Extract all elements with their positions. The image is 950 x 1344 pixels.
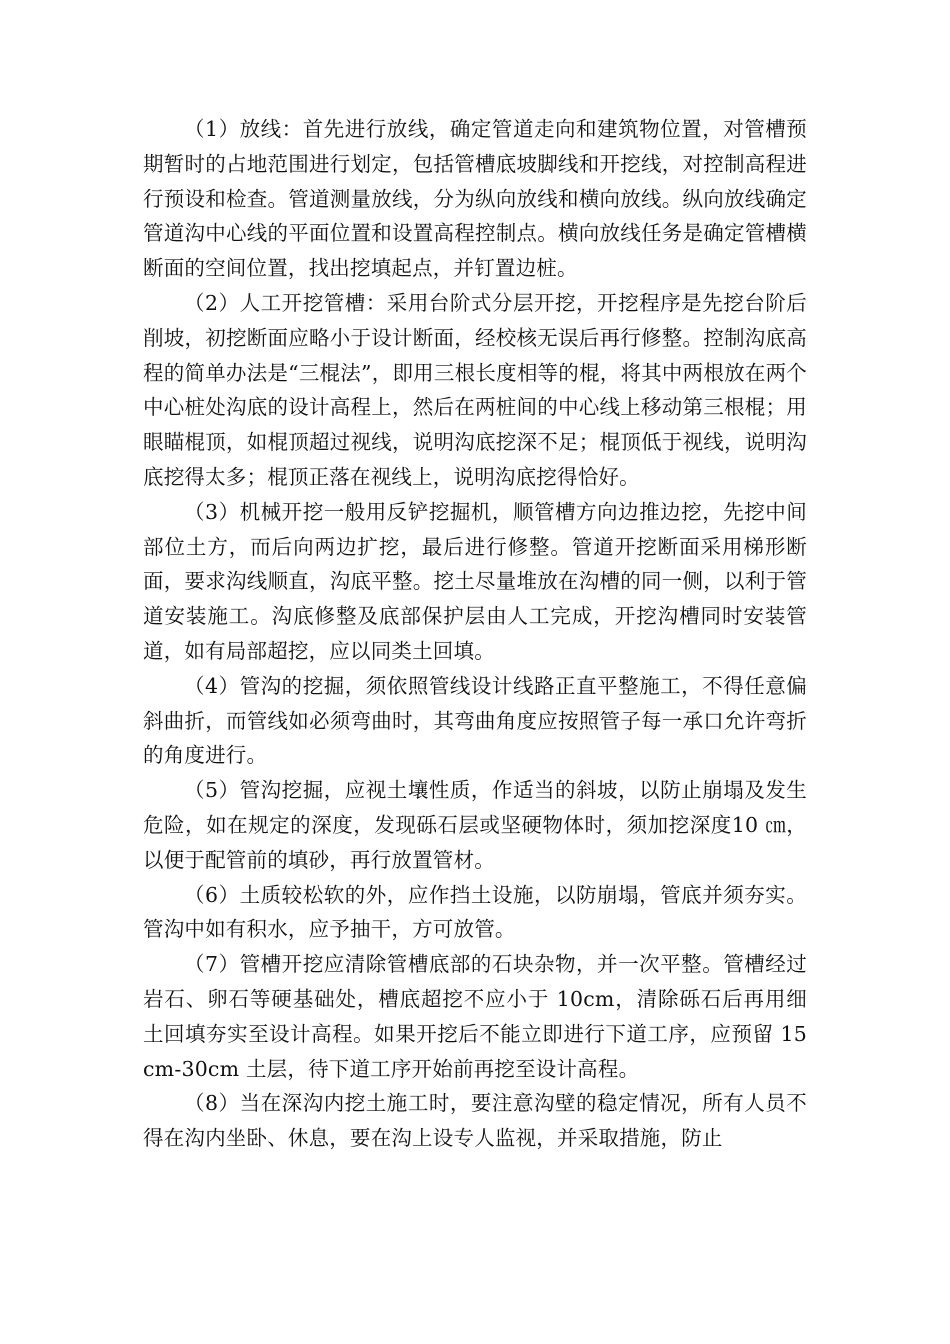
paragraph-7: （7）管槽开挖应清除管槽底部的石块杂物，并一次平整。管槽经过岩石、卵石等硬基础处，槽底超挖不应小于 10cm，清除砾石后再用细土回填夯实至设计高程。如果开挖后不能立即进行下道工序，应预留 15cm-30cm 土层，待下道工序开始前再挖至设计高程。 [143,952,807,1081]
paragraph-3: （3）机械开挖一般用反铲挖掘机，顺管槽方向边推边挖，先挖中间部位土方，而后向两边扩挖，最后进行修整。管道开挖断面采用梯形断面，要求沟线顺直，沟底平整。挖土尽量堆放在沟槽的同一侧，以利于管道安装施工。沟底修整及底部保护层由人工完成，开挖沟槽同时安装管道，如有局部超挖，应以同类土回填。 [143,499,807,663]
paragraph-8: （8）当在深沟内挖土施工时，要注意沟壁的稳定情况，所有人员不得在沟内坐卧、休息，要在沟上设专人监视，并采取措施，防止 [143,1091,807,1151]
paragraph-6: （6）土质较松软的外，应作挡土设施，以防崩塌，管底并须夯实。管沟中如有积水，应予抽干，方可放管。 [143,882,807,942]
paragraph-5: （5）管沟挖掘，应视土壤性质，作适当的斜坡，以防止崩塌及发生危险，如在规定的深度，发现砾石层或坚硬物体时，须加挖深度10 ㎝，以便于配管前的填砂，再行放置管材。 [143,778,807,872]
paragraph-1: （1）放线：首先进行放线，确定管道走向和建筑物位置，对管槽预期暂时的占地范围进行划定，包括管槽底坡脚线和开挖线，对控制高程进行预设和检查。管道测量放线，分为纵向放线和横向放线。纵向放线确定管道沟中心线的平面位置和设置高程控制点。横向放线任务是确定管槽横断面的空间位置，找出挖填起点，并钉置边桩。 [143,117,807,281]
paragraph-2: （2）人工开挖管槽：采用台阶式分层开挖，开挖程序是先挖台阶后削坡，初挖断面应略小于设计断面，经校核无误后再行修整。控制沟底高程的简单办法是“三棍法”，即用三根长度相等的棍，将其中两根放在两个中心桩处沟底的设计高程上，然后在两桩间的中心线上移动第三根棍；用眼瞄棍顶，如棍顶超过视线，说明沟底挖深不足；棍顶低于视线，说明沟底挖得太多；棍顶正落在视线上，说明沟底挖得恰好。 [143,290,807,489]
paragraph-4: （4）管沟的挖掘，须依照管线设计线路正直平整施工，不得任意偏斜曲折，而管线如必须弯曲时，其弯曲角度应按照管子每一承口允许弯折的角度进行。 [143,673,807,768]
document-body [143,112,807,1156]
